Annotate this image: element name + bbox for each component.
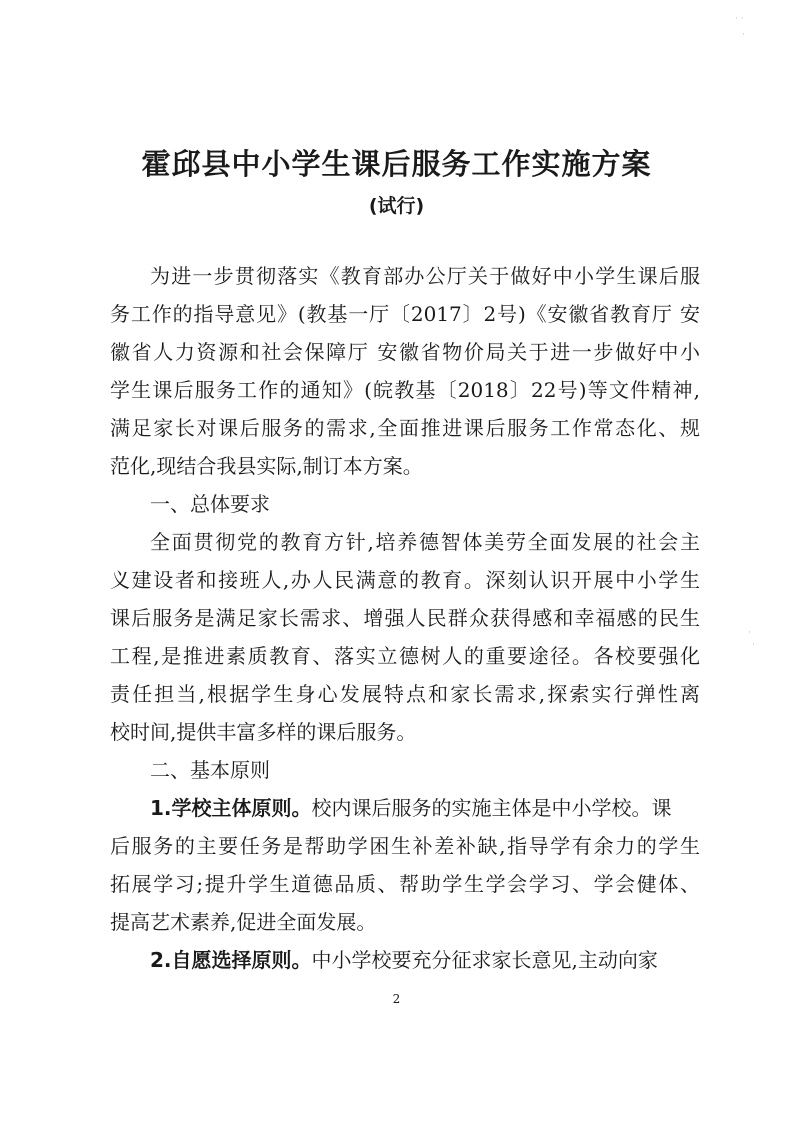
page-number: 2 [392,992,401,1006]
body-line: 课后服务是满足家长需求、增强人民群众获得感和幸福感的民生 [110,606,700,630]
body-line: 校时间,提供丰富多样的课后服务。 [110,720,417,744]
principle-2-lead: 2.自愿选择原则。 [150,948,312,972]
body-line: 工程,是推进素质教育、落实立德树人的重要途径。各校要强化 [110,644,700,668]
scan-speck: · [752,640,755,650]
body-line: 全面贯彻党的教育方针,培养德智体美劳全面发展的社会主 [150,530,700,554]
scan-speck: · [748,628,751,638]
body-line: 后服务的主要任务是帮助学困生补差补缺,指导学有余力的学生 [110,834,700,858]
principle-2-text: 中小学校要充分征求家长意见,主动向家 [311,948,658,972]
intro-line: 徽省人力资源和社会保障厅 安徽省物价局关于进一步做好中小 [110,340,700,364]
body-line: 提高艺术素养,促进全面发展。 [110,910,377,934]
section-heading-basic-principles: 二、基本原则 [150,758,270,782]
body-line: 拓展学习;提升学生道德品质、帮助学生学会学习、学会健体、 [110,872,700,896]
intro-line: 范化,现结合我县实际,制订本方案。 [110,454,423,478]
intro-line: 为进一步贯彻落实《教育部办公厅关于做好中小学生课后服 [150,264,700,288]
body-line: 责任担当,根据学生身心发展特点和家长需求,探索实行弹性离 [110,682,700,706]
document-title: 霍邱县中小学生课后服务工作实施方案 [141,147,652,181]
principle-1-lead: 1.学校主体原则。 [150,796,312,820]
document-subtitle: (试行) [368,195,425,217]
principle-2-line [150,942,700,978]
intro-line: 学生课后服务工作的通知》(皖教基〔2018〕22号)等文件精神, [110,378,700,402]
scan-speck: · [742,30,745,40]
principle-1-line [150,790,700,826]
body-line: 义建设者和接班人,办人民满意的教育。深刻认识开展中小学生 [110,568,700,592]
section-heading-general-requirements: 一、总体要求 [150,492,270,516]
principle-1-text: 校内课后服务的实施主体是中小学校。课 [311,796,672,820]
intro-line: 务工作的指导意见》(教基一厅〔2017〕2号)《安徽省教育厅 安 [110,302,700,326]
scan-speck: · · [735,14,744,24]
intro-line: 满足家长对课后服务的需求,全面推进课后服务工作常态化、规 [110,416,700,440]
